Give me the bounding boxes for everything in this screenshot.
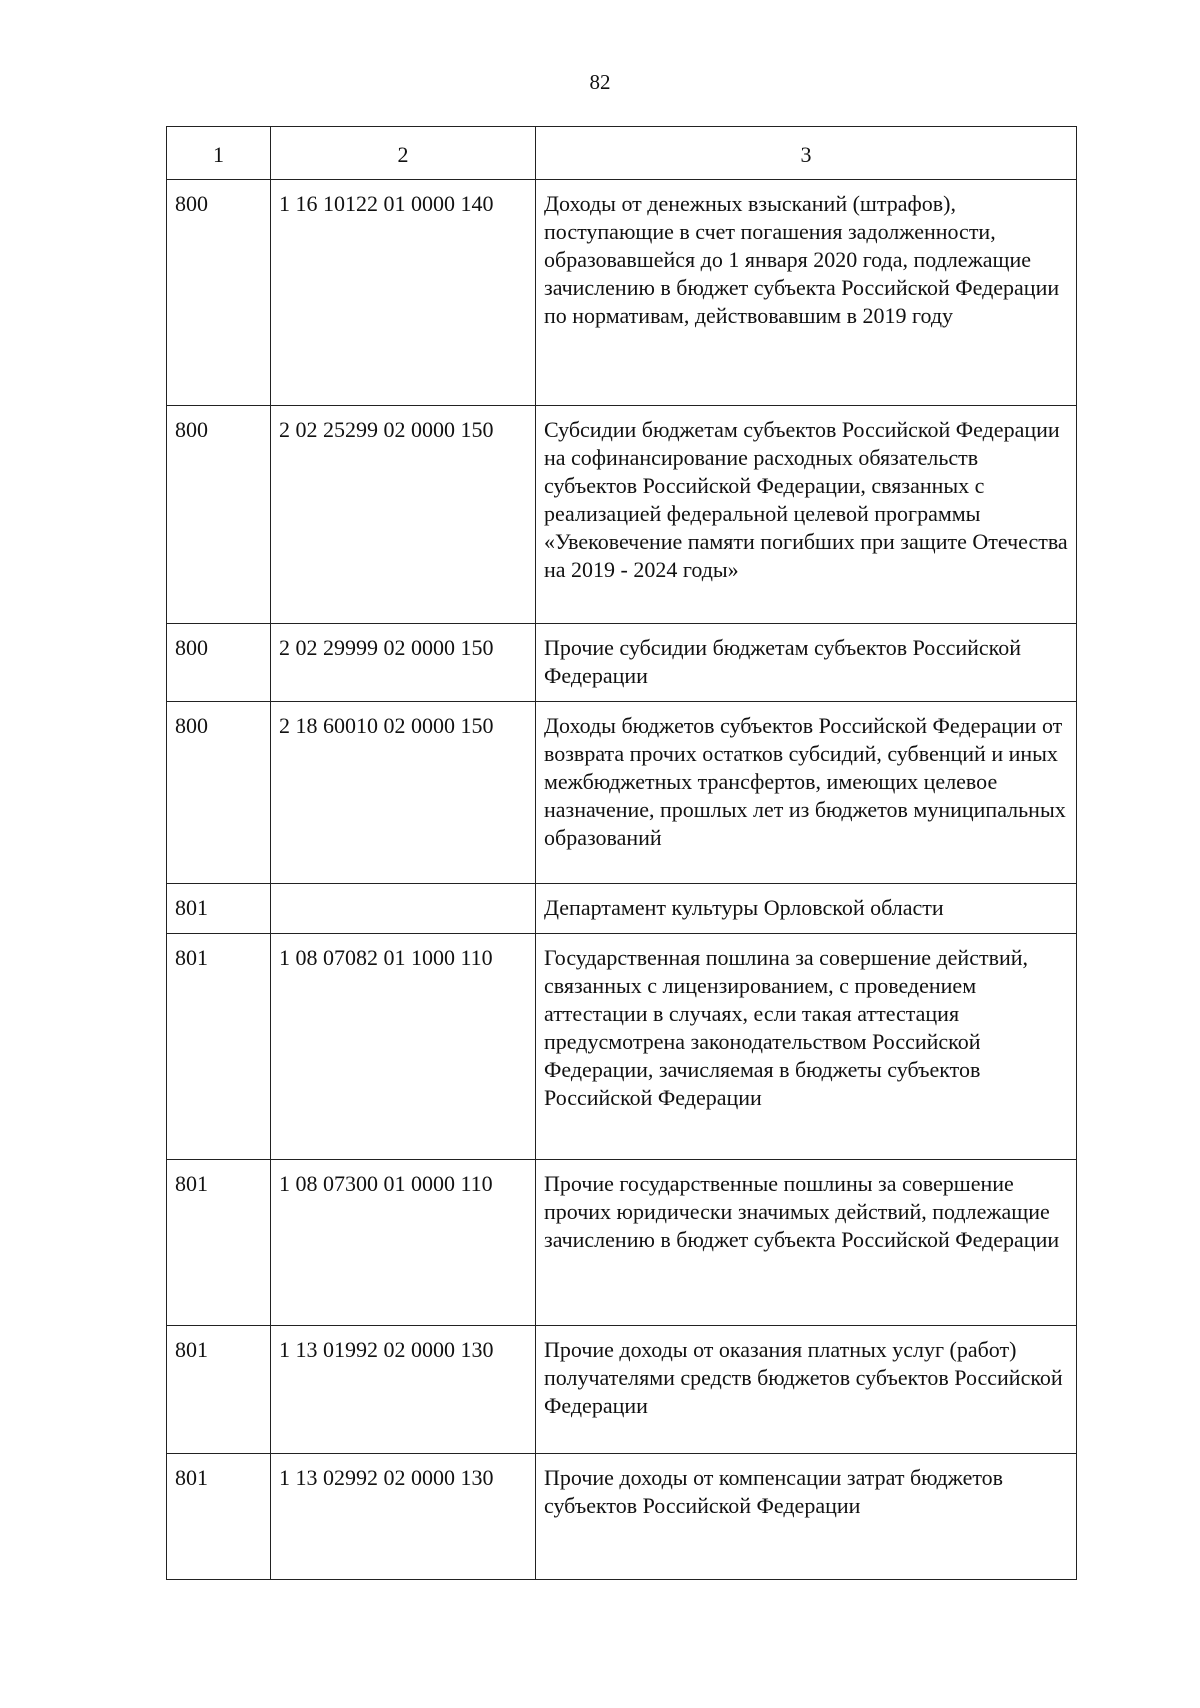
table-row	[167, 624, 1077, 702]
budget-code-cell: 1 08 07300 01 0000 110	[271, 1160, 536, 1326]
admin-code-cell: 801	[167, 1160, 271, 1326]
table-row	[167, 1160, 1077, 1326]
page-number: 82	[589, 70, 611, 94]
budget-code-cell: 1 13 01992 02 0000 130	[271, 1326, 536, 1454]
column-header-1: 1	[167, 127, 271, 180]
table-row	[167, 1326, 1077, 1454]
admin-code-cell: 800	[167, 624, 271, 702]
admin-code-cell: 800	[167, 406, 271, 624]
description-cell: Департамент культуры Орловской области	[536, 884, 1077, 934]
description-cell: Доходы от денежных взысканий (штрафов), поступающие в счет погашения задолженности, образовавшейся до 1 января 2020 года, подлежащие зачислению в бюджет субъекта Российской Федерации по нормативам, действовавшим в 2019 году	[536, 180, 1077, 406]
budget-code-cell: 1 16 10122 01 0000 140	[271, 180, 536, 406]
table-row	[167, 180, 1077, 406]
description-cell: Прочие доходы от оказания платных услуг (работ) получателями средств бюджетов субъектов Российской Федерации	[536, 1326, 1077, 1454]
budget-code-cell: 2 02 29999 02 0000 150	[271, 624, 536, 702]
column-header-3: 3	[536, 127, 1077, 180]
admin-code-cell: 801	[167, 884, 271, 934]
admin-code-cell: 801	[167, 1326, 271, 1454]
description-cell: Прочие доходы от компенсации затрат бюджетов субъектов Российской Федерации	[536, 1454, 1077, 1580]
budget-code-cell: 2 18 60010 02 0000 150	[271, 702, 536, 884]
table-row	[167, 406, 1077, 624]
admin-code-cell: 801	[167, 934, 271, 1160]
budget-code-cell: 1 13 02992 02 0000 130	[271, 1454, 536, 1580]
budget-code-cell: 1 08 07082 01 1000 110	[271, 934, 536, 1160]
table-row	[167, 934, 1077, 1160]
description-cell: Субсидии бюджетам субъектов Российской Федерации на софинансирование расходных обязательств субъектов Российской Федерации, связанных с реализацией федеральной целевой программы «Увековечение памяти погибших при защите Отечества на 2019 - 2024 годы»	[536, 406, 1077, 624]
description-cell: Доходы бюджетов субъектов Российской Федерации от возврата прочих остатков субсидий, субвенций и иных межбюджетных трансфертов, имеющих целевое назначение, прошлых лет из бюджетов муниципальных образований	[536, 702, 1077, 884]
column-header-2: 2	[271, 127, 536, 180]
description-cell: Прочие субсидии бюджетам субъектов Российской Федерации	[536, 624, 1077, 702]
table-row	[167, 884, 1077, 934]
budget-code-cell: 2 02 25299 02 0000 150	[271, 406, 536, 624]
admin-code-cell: 800	[167, 180, 271, 406]
admin-code-cell: 800	[167, 702, 271, 884]
description-cell: Прочие государственные пошлины за совершение прочих юридически значимых действий, подлежащие зачислению в бюджет субъекта Российской Федерации	[536, 1160, 1077, 1326]
table-row	[167, 1454, 1077, 1580]
budget-code-cell	[271, 884, 536, 934]
revenue-codes-table	[166, 126, 1077, 1580]
admin-code-cell: 801	[167, 1454, 271, 1580]
description-cell: Государственная пошлина за совершение действий, связанных с лицензированием, с проведением аттестации в случаях, если такая аттестация предусмотрена законодательством Российской Федерации, зачисляемая в бюджеты субъектов Российской Федерации	[536, 934, 1077, 1160]
table-header-row	[167, 127, 1077, 180]
table-row	[167, 702, 1077, 884]
